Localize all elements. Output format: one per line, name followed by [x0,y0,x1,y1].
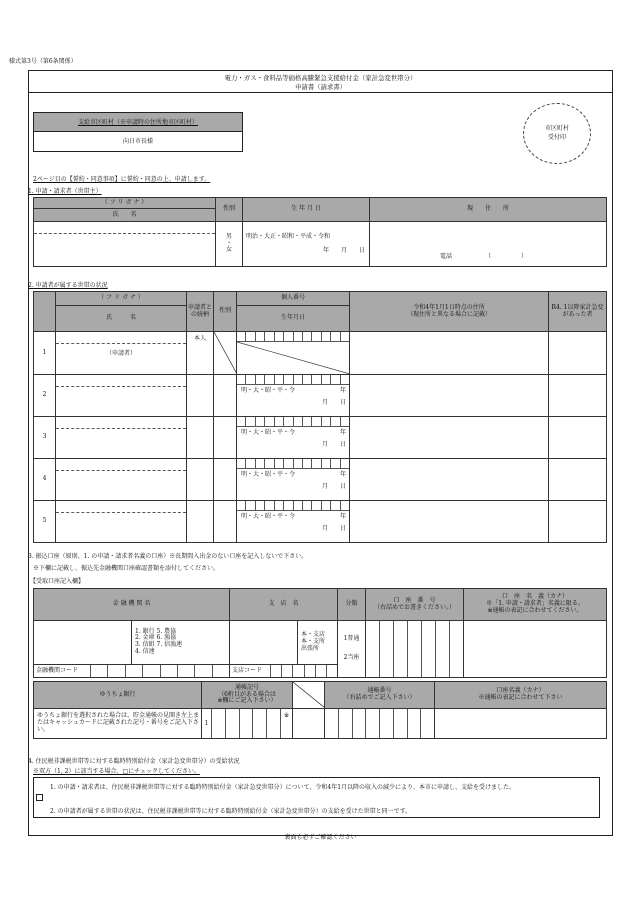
form-title: 電力・ガス・食料品等価格高騰緊急支援給付金（家計急変世帯分） [224,74,417,82]
yucho-table [33,681,607,739]
member-name-field[interactable] [56,332,187,375]
sudden-change-field[interactable] [549,501,607,543]
member-gender-field[interactable] [214,459,237,501]
passbook-symbol-title: 通帳記号 [234,683,259,691]
household-row [34,459,607,501]
jan1-address-field[interactable] [350,332,549,375]
md-label: 月 日 [321,398,346,406]
bank-code-field[interactable] [34,664,230,677]
passbook-symbol-prefix: 1 [202,709,212,738]
section3-note: ※下欄に記載し、振込先金融機関口座確認書類を添付してください。 [33,565,220,572]
passbook-symbol-extra: ※ [280,709,292,738]
member-relation-field[interactable] [187,375,214,417]
hh-name-header: 氏 名 [56,306,187,332]
account-holder-header [464,589,607,621]
household-row [34,375,607,417]
current-address-field[interactable] [370,222,607,267]
row-number: 3 [34,417,56,459]
member-relation-field[interactable] [187,417,214,459]
gender-header: 性別 [216,198,243,222]
mynumber-field[interactable] [237,375,350,417]
applicant-table [33,197,607,267]
gender-options[interactable]: 男 ・ 女 [216,222,243,267]
member-name-field[interactable] [56,375,187,417]
mynumber-field[interactable] [237,501,350,543]
member-relation-field[interactable] [187,501,214,543]
branch-name-field[interactable] [230,621,298,665]
sudden-change-field[interactable] [549,459,607,501]
jan1-address-field[interactable] [350,375,549,417]
account-holder-note: ※「1. 申請・請求者」名義に限る。 ※通帳の表記に合わせてください。 [486,600,584,614]
row-number: 4 [34,459,56,501]
yucho-blank [293,682,325,709]
applicant-marker: （申請者） [105,350,136,357]
hh-relation-header: 申請者との続柄 [187,292,214,332]
section4-checkbox[interactable] [36,794,43,801]
section4-item2: 2. の申請者が属する世帯の状況は、住民税非課税世帯等に対する臨時特別給付金（家計急変世帯分）の支給を受けた世帯と同一です。 [50,808,412,815]
passbook-symbol-note: （6桁目がある場合は ※欄にご記入下さい） [217,690,277,705]
hh-furigana-header: （ フ リ ガ ナ ） [56,292,187,306]
passbook-number-title: 通帳番号 [367,687,392,695]
addressee-box [33,112,243,152]
jan1-address-field[interactable] [350,417,549,459]
era-options: 明・大・昭・平・令 [241,387,296,394]
section4-heading: 4. 住民税非課税世帯等に対する臨時特別給付金（家計急変世帯分）の受給状況 [28,758,240,765]
member-gender-field[interactable] [214,375,237,417]
bank-name-header: 金 融 機 関 名 [34,589,230,621]
member-relation-field[interactable] [187,459,214,501]
form-number: 様式第3号（第6条関係） [9,58,77,65]
title-rule [28,92,613,93]
account-type-ordinary[interactable]: 1普通 [343,635,360,643]
addressee-label: 支給市区町村（※申請時の住所地市区町村） [34,113,242,132]
account-type-checking[interactable]: 2当座 [343,654,360,661]
passbook-number-header [325,682,435,709]
member-name-field[interactable] [56,459,187,501]
address-header: 現 住 所 [370,198,607,222]
member-gender-field[interactable] [214,417,237,459]
branch-type-options[interactable]: 本・支店 本・支所 出張所 [298,621,338,665]
row-number: 5 [34,501,56,543]
hh-sudden-header: R4. 1以降家計急変があった者 [549,292,607,332]
year-label: 年 [339,387,346,394]
section1-heading: 1. 申請・請求者（世帯主） [28,188,102,195]
section3-heading: 3. 振込口座（原則、1. の申請・請求者名義の口座）※長期間入出金のない口座を記入しないで下さい。 [28,553,308,560]
mynumber-field[interactable] [237,417,350,459]
era-options: 明・大・昭・平・令 [241,429,296,436]
jan1-address-field[interactable] [350,501,549,543]
birth-header: 生 年 月 日 [243,198,370,222]
yucho-holder-header [435,682,607,709]
branch-code-field[interactable] [230,664,338,677]
row-number: 2 [34,375,56,417]
year-label: 年 [339,471,346,478]
hh-mynumber-header: 個人番号 [237,292,350,306]
household-row [34,332,607,375]
era-options: 明治・大正・昭和・平成・令和 [246,232,331,240]
name-header: 氏 名 [34,209,216,222]
mynumber-field[interactable] [237,332,350,375]
account-holder-field[interactable] [464,621,607,678]
passbook-number-note: （右詰めでご記入下さい） [343,694,416,701]
row-number: 1 [34,332,56,375]
form-subtitle: 申請書（請求書） [294,83,347,91]
sudden-change-field[interactable] [549,417,607,459]
member-name-field[interactable] [56,417,187,459]
section2-heading: 2. 申請者が属する世帯の状況 [28,282,108,289]
md-label: 月 日 [321,482,346,490]
year-label: 年 [339,513,346,520]
footer-note: 裏面も必ずご確認ください [284,834,357,841]
account-type-options[interactable] [338,621,366,678]
relation-self: 本人 [187,332,214,375]
household-row [34,417,607,459]
bank-table [33,588,607,678]
yucho-blank-lower [293,709,325,739]
hh-birth-header: 生年月日 [237,306,350,332]
bank-code-label: 金融機関コード [36,666,79,674]
account-number-note: （右詰めでお書きください。） [374,603,456,611]
mynumber-field[interactable] [237,459,350,501]
era-options: 明・大・昭・平・令 [241,513,296,520]
sudden-change-field[interactable] [549,375,607,417]
account-number-header [366,589,464,621]
account-number-title: 口 座 番 号 [393,596,436,604]
category-header: 分類 [338,589,366,621]
branch-header: 支 店 名 [230,589,338,621]
passbook-symbol-field[interactable] [202,709,293,739]
md-label: 月 日 [321,524,346,532]
hh-gender-header: 性別 [214,292,237,332]
bank-name-field[interactable] [34,621,132,665]
section4-sub: ※双方（1, 2）に該当する場合、□にチェックしてください。 [33,768,200,775]
passbook-number-field[interactable] [325,709,435,739]
applicant-name-field[interactable] [34,222,216,267]
account-number-field[interactable] [366,621,464,678]
member-gender-field[interactable] [214,501,237,543]
passbook-symbol-header [202,682,293,709]
hh-address-header: 令和4年1月1日時点の住所 （現住所と異なる場合に記載） [350,292,549,332]
yucho-holder-title: 口座名義（カナ） [496,687,545,695]
account-holder-title: 口 座 名 義（カナ） [502,593,569,601]
household-row [34,501,607,543]
bank-type-options[interactable]: 1. 銀行 5. 農協 2. 金庫 6. 漁協 3. 信組 7. 信漁連 4. 信連 [132,621,230,665]
household-table [33,291,607,543]
birthdate-field[interactable] [243,222,370,267]
year-label: 年 [339,429,346,436]
sudden-change-field[interactable] [549,332,607,375]
member-name-field[interactable] [56,501,187,543]
section3-field-label: 【受取口座記入欄】 [30,578,85,585]
yucho-holder-note: ※通帳の表記に合わせて下さい [478,694,563,701]
ymd-label: 年 月 日 [322,246,365,254]
jan1-address-field[interactable] [350,459,549,501]
yucho-note: ゆうちょ銀行を選択された場合は、貯金通帳の見開き左上またはキャッシュカードに記載された記号・番号をご記入下さい。 [34,709,202,739]
yucho-header: ゆうちょ銀行 [34,682,202,709]
md-label: 月 日 [321,440,346,448]
phone-label: 電話 （ ） [440,253,528,261]
yucho-holder-field[interactable] [435,709,607,739]
branch-code-label: 支店コード [232,666,263,674]
member-gender-field [214,332,237,375]
section4-item1: 1. の申請・請求者は、住民税非課税世帯等に対する臨時特別給付金（家計急変世帯分）について、令和4年1月以降の収入の減少により、本市に申請し、支給を受けました。 [50,784,516,791]
addressee-value: 向日市長様 [122,138,153,145]
furigana-header: （ フ リ ガ ナ ） [34,198,216,209]
consent-text: 2ページ目の【誓約・同意事項】に誓約・同意の上、申請します。 [33,176,211,183]
era-options: 明・大・昭・平・令 [241,471,296,478]
reception-stamp-label: 市区町村 受付印 [544,125,569,141]
